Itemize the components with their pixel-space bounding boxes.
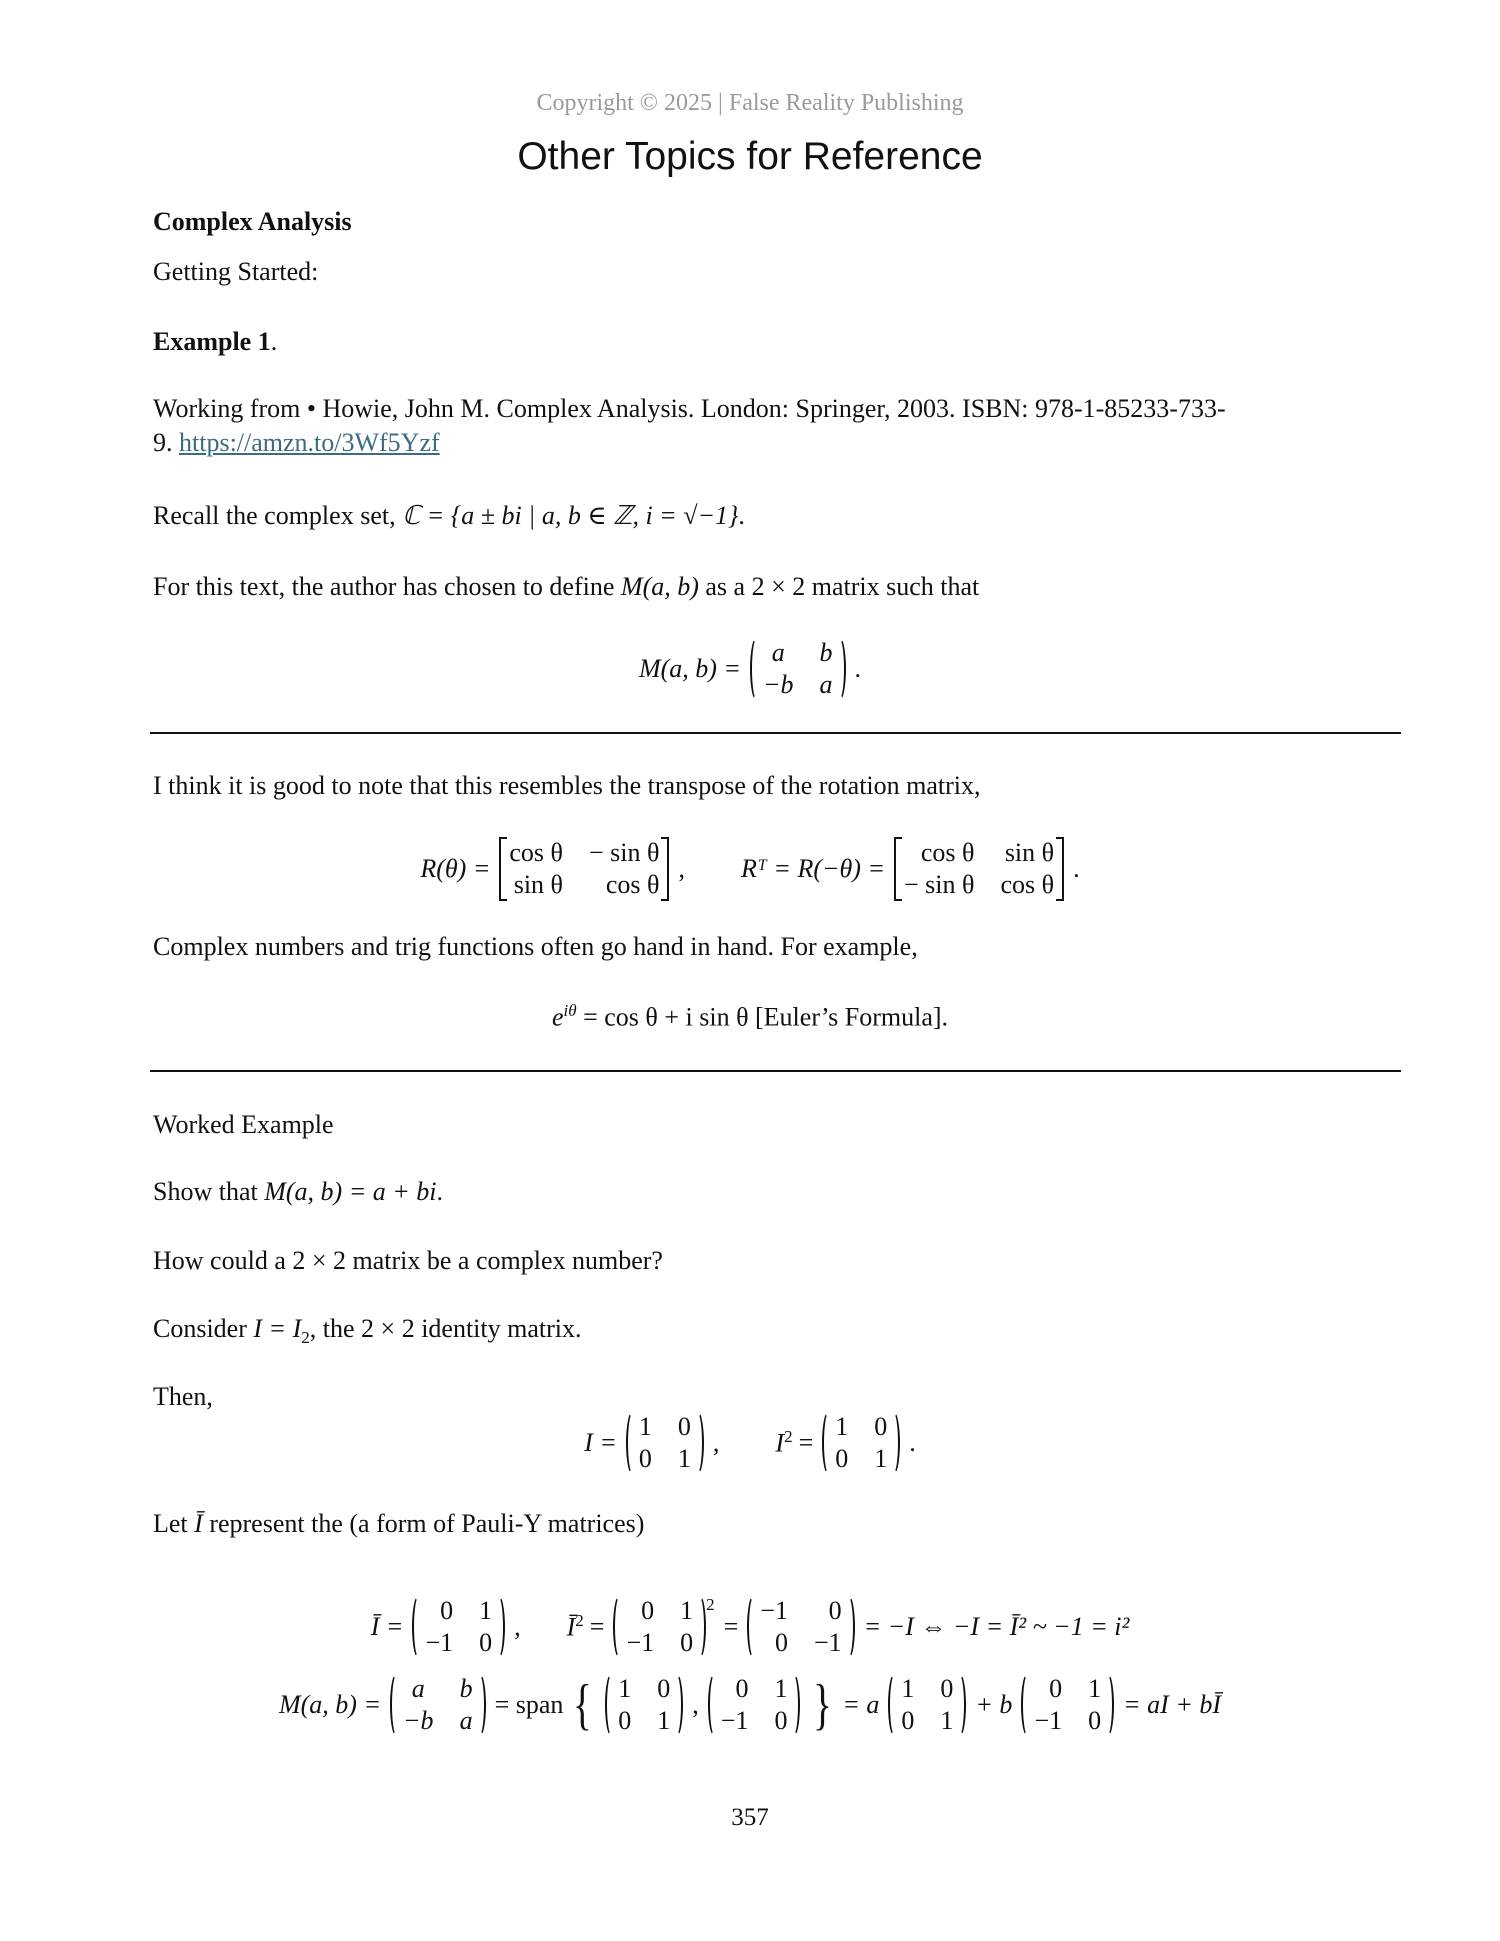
left-bracket-icon [605, 1673, 616, 1737]
show-line [153, 1177, 443, 1207]
matrix-entry: 0 [774, 1706, 788, 1735]
matrix-entry: sin θ [513, 870, 564, 899]
matrix-entry: 1 [901, 1674, 915, 1703]
matrix-entry: 1 [638, 1412, 652, 1441]
reference-line-2 [153, 428, 440, 458]
eq-lhs-2: Rᵀ = R(−θ) = [740, 854, 886, 883]
matrix-entry: 0 [638, 1444, 652, 1473]
euler-sup: iθ [563, 1001, 577, 1021]
let-text-2: represent the (a form of Pauli-Y matrices) [202, 1509, 645, 1538]
show-math: M(a, b) = a + bi [264, 1177, 437, 1206]
recall-line [153, 501, 745, 531]
page-number: 357 [731, 1804, 769, 1831]
reference-line-1: Working from • Howie, John M. Complex Analysis. London: Springer, 2003. ISBN: 978-1-85233-733- [153, 394, 1226, 423]
eq-rhs: = −I ⇔ −I = Ī² ~ −1 = i² [863, 1612, 1130, 1641]
eq-lhs-2: Ī [566, 1612, 576, 1642]
left-bracket-icon [747, 1595, 758, 1659]
eq-equals: = [798, 1428, 814, 1457]
define-text: For this text, the author has chosen to define [153, 572, 621, 601]
trig-intro: Complex numbers and trig functions often go hand in hand. For example, [153, 932, 918, 961]
consider-text: Consider [153, 1314, 254, 1343]
matrix-entry: a [459, 1706, 473, 1735]
eq-sep: , [678, 854, 685, 883]
right-brace-icon: } [813, 1674, 833, 1736]
matrix-entry: 0 [735, 1674, 749, 1703]
euler-rhs: = cos θ + i sin θ [Euler’s Formula]. [583, 1002, 949, 1032]
matrix-entries [833, 1412, 889, 1474]
let-line [153, 1509, 644, 1539]
matrix-entry: −1 [720, 1706, 749, 1735]
pauli-matrix [412, 1595, 505, 1659]
matrix-entry: 0 [479, 1628, 493, 1657]
left-bracket-icon [888, 1673, 899, 1737]
matrix-entry: a [771, 638, 785, 667]
matrix-entry: −1 [760, 1596, 788, 1625]
identity-matrix [888, 1673, 966, 1737]
eq-end: . [909, 1428, 916, 1457]
m-ab-math: M(a, b) [620, 572, 699, 601]
comma: , [692, 1690, 699, 1719]
let-text: Let [153, 1509, 195, 1538]
right-bracket-icon [889, 1411, 900, 1475]
euler-formula [0, 1000, 1500, 1034]
amazon-link[interactable]: https://amzn.to/3Wf5Yzf [179, 428, 440, 457]
matrix-entry: 0 [774, 1628, 788, 1657]
right-bracket-icon [672, 1673, 683, 1737]
identity-squared-matrix [822, 1411, 900, 1475]
eq-lhs-2: I [775, 1428, 785, 1458]
matrix-entry: 1 [774, 1674, 788, 1703]
matrix-entry: cos θ [920, 838, 975, 867]
matrix-entry: −1 [813, 1628, 842, 1657]
left-bracket-icon [1021, 1673, 1032, 1737]
matrix-entries [624, 1596, 695, 1658]
left-brace-icon: { [573, 1674, 593, 1736]
matrix-entry: 1 [1088, 1674, 1102, 1703]
m-matrix [390, 1673, 486, 1737]
plus-b: + b [975, 1690, 1013, 1719]
euler-lhs: e [551, 1002, 564, 1032]
matrix-entry: −1 [626, 1628, 655, 1657]
left-bracket-icon [750, 637, 761, 701]
eq-lhs: M(a, b) = [278, 1690, 382, 1719]
matrix-entry: 1 [657, 1706, 671, 1735]
right-bracket-icon [844, 1595, 855, 1659]
eq-sup: 2 [784, 1427, 793, 1447]
matrix-entry: 0 [440, 1596, 454, 1625]
matrix-entry: 0 [680, 1628, 694, 1657]
recall-end: . [738, 501, 745, 530]
eq-lhs: Ī = [370, 1612, 404, 1641]
equation-pauli [0, 1592, 1500, 1662]
identity-matrix [626, 1411, 704, 1475]
math-expression [639, 637, 861, 701]
left-bracket-icon [499, 837, 507, 901]
math-expression [420, 837, 1079, 901]
matrix-entry: 1 [479, 1596, 493, 1625]
left-bracket-icon [626, 1411, 637, 1475]
right-bracket-icon [695, 1595, 706, 1659]
matrix-entries [637, 1412, 693, 1474]
matrix-entry: 0 [901, 1706, 915, 1735]
matrix-entry: 1 [680, 1596, 694, 1625]
eq-a: = a [842, 1690, 880, 1719]
right-bracket-icon [1056, 837, 1064, 901]
pauli-matrix [708, 1673, 801, 1737]
matrix-entry: − sin θ [904, 870, 975, 899]
eq-sep: , [712, 1428, 720, 1457]
matrix-entry: b [819, 638, 833, 667]
matrix-entry: b [459, 1674, 473, 1703]
matrix-entry: −b [762, 670, 794, 699]
eq-lhs: R(θ) = [420, 854, 491, 883]
matrix-entry: 1 [677, 1444, 691, 1473]
page-title: Other Topics for Reference [517, 135, 983, 178]
matrix-entry: 0 [677, 1412, 691, 1441]
consider-line [153, 1314, 582, 1353]
pauli-matrix [1021, 1673, 1114, 1737]
consider-rest: , the 2 × 2 identity matrix. [309, 1314, 582, 1343]
equation-m [0, 636, 1500, 702]
span-label: = span [494, 1690, 564, 1719]
matrix-entry: −1 [425, 1628, 454, 1657]
eq-sep: , [514, 1612, 521, 1641]
matrix-entry: cos θ [605, 870, 660, 899]
matrix-entries [719, 1674, 790, 1736]
rotation-matrix [499, 837, 669, 901]
divider [150, 1070, 1401, 1072]
matrix-entry: 1 [874, 1444, 888, 1473]
example-label: Example 1 [153, 327, 271, 356]
matrix-entry: 0 [1088, 1706, 1102, 1735]
matrix-entry: −b [403, 1706, 434, 1735]
right-bracket-icon [955, 1673, 966, 1737]
equation-span [0, 1670, 1500, 1740]
right-bracket-icon [475, 1673, 486, 1737]
getting-started: Getting Started: [153, 257, 319, 286]
identity-matrix [605, 1673, 683, 1737]
matrix-entry: 0 [641, 1596, 655, 1625]
complex-set-math: ℂ = {a ± bi | a, b ∈ ℤ, i = √−1} [402, 501, 739, 530]
equation-identity [0, 1410, 1500, 1476]
copyright-header: Copyright © 2025 | False Reality Publishing [536, 90, 964, 116]
show-end: . [436, 1177, 444, 1206]
rotation-transpose-matrix [894, 837, 1064, 901]
matrix-entry: 0 [874, 1412, 888, 1441]
matrix-entry: a [819, 670, 833, 699]
eq-rhs: = aI + bĪ [1123, 1690, 1222, 1719]
example-period: . [270, 327, 278, 356]
left-bracket-icon [708, 1673, 719, 1737]
section-heading: Complex Analysis [153, 207, 352, 236]
pauli-matrix-squared [613, 1595, 714, 1659]
math-expression [279, 1673, 1221, 1737]
matrix-entry: a [411, 1674, 425, 1703]
power: 2 [706, 1595, 715, 1614]
right-bracket-icon [1103, 1673, 1114, 1737]
right-bracket-icon [661, 837, 669, 901]
negative-identity-matrix [747, 1595, 854, 1659]
right-bracket-icon [835, 637, 846, 701]
eq-equals-2: = [723, 1612, 739, 1641]
math-expression [584, 1411, 916, 1475]
eq-end: . [1073, 854, 1080, 883]
matrix-entry: 1 [940, 1706, 954, 1735]
consider-sub: 2 [301, 1328, 310, 1348]
define-text-2: as a 2 × 2 matrix such that [698, 572, 980, 601]
eq-lhs: M(a, b) = [638, 654, 741, 683]
example-heading [153, 327, 277, 357]
matrix-entry: 1 [618, 1674, 632, 1703]
matrix-entry: 0 [657, 1674, 671, 1703]
how-line: How could a 2 × 2 matrix be a complex number? [153, 1246, 663, 1275]
matrix-entries [758, 1596, 843, 1658]
matrix-entries [423, 1596, 494, 1658]
eq-sup: 2 [575, 1611, 584, 1631]
matrix-entries [616, 1674, 672, 1736]
matrix-entry: −1 [1034, 1706, 1063, 1735]
matrix-entries [1032, 1674, 1103, 1736]
left-bracket-icon [613, 1595, 624, 1659]
matrix-entry: 0 [1049, 1674, 1063, 1703]
left-bracket-icon [412, 1595, 423, 1659]
rotation-intro: I think it is good to note that this resembles the transpose of the rotation matrix, [153, 771, 981, 800]
left-bracket-icon [822, 1411, 833, 1475]
right-bracket-icon [494, 1595, 505, 1659]
divider [150, 732, 1401, 734]
right-bracket-icon [789, 1673, 800, 1737]
matrix-entries [401, 1674, 475, 1736]
matrix-entries [899, 1674, 955, 1736]
matrix-entry: sin θ [1004, 838, 1055, 867]
matrix-entry: 0 [940, 1674, 954, 1703]
left-bracket-icon [390, 1673, 401, 1737]
worked-example-heading: Worked Example [153, 1110, 334, 1139]
equation-rotation [0, 836, 1500, 902]
let-math: Ī [194, 1509, 203, 1538]
then-line: Then, [153, 1382, 213, 1411]
consider-math: I = I [253, 1314, 302, 1343]
recall-text: Recall the complex set, [153, 501, 403, 530]
define-line [153, 572, 979, 602]
eq-end: . [854, 654, 862, 683]
matrix-entry: − sin θ [589, 838, 660, 867]
matrix-entry: 0 [618, 1706, 632, 1735]
matrix-entries [507, 838, 661, 900]
matrix-entry: 0 [835, 1444, 849, 1473]
eq-equals: = [589, 1612, 605, 1641]
matrix-entry: cos θ [1000, 870, 1055, 899]
matrix-entry: 1 [835, 1412, 849, 1441]
matrix-entries [761, 638, 835, 700]
right-bracket-icon [693, 1411, 704, 1475]
matrix-entry: 0 [828, 1596, 842, 1625]
show-text: Show that [153, 1177, 265, 1206]
eq-lhs: I = [584, 1428, 617, 1457]
reference-prefix: 9. [153, 428, 179, 457]
matrix [750, 637, 846, 701]
math-expression [371, 1595, 1130, 1659]
matrix-entry: cos θ [509, 838, 564, 867]
left-bracket-icon [894, 837, 902, 901]
matrix-entries [902, 838, 1056, 900]
